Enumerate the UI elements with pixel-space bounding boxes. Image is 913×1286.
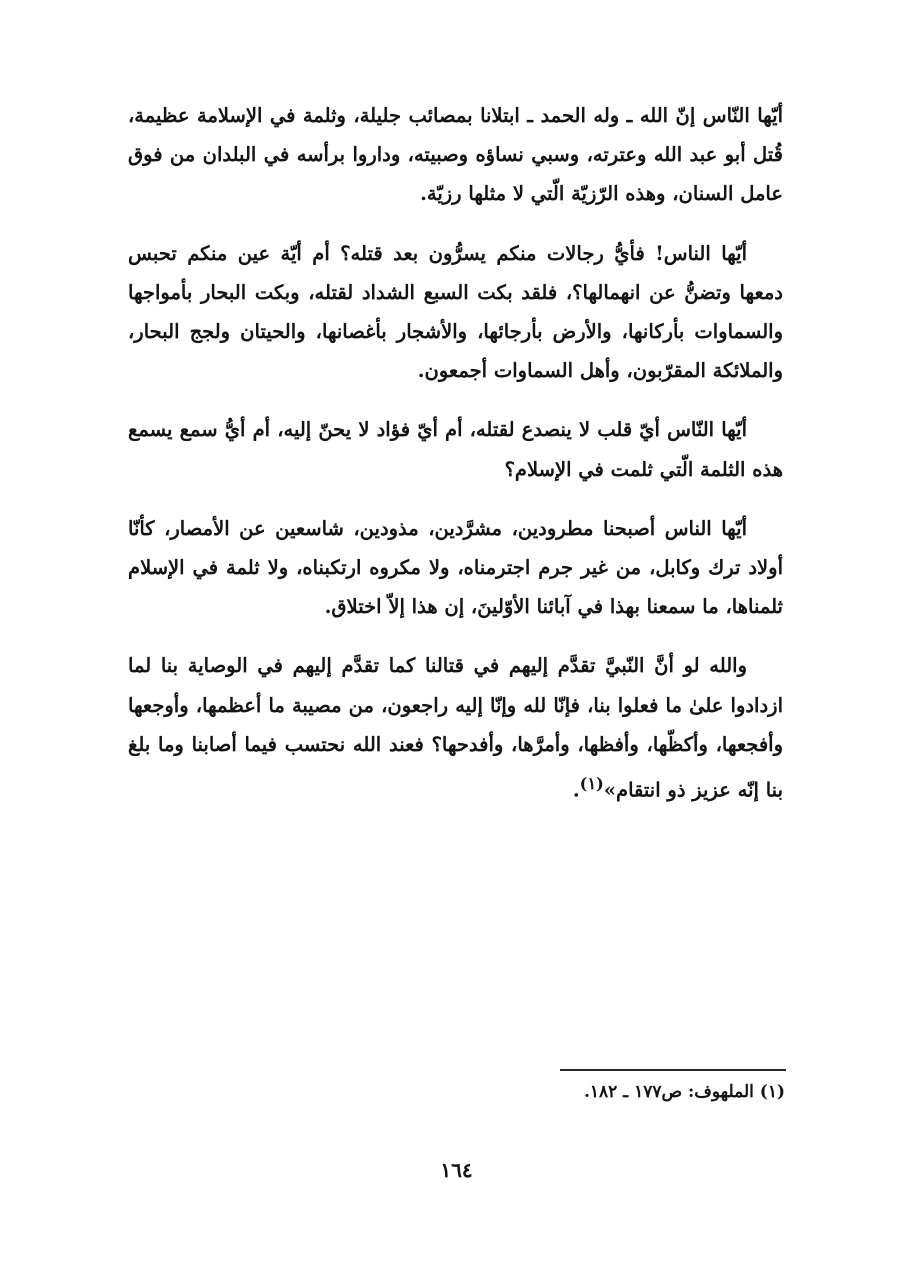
body-text (128, 96, 783, 830)
footnote: (١) الملهوف: ص١٧٧ ـ ١٨٢. (583, 1082, 785, 1102)
paragraph-2: أيّها الناس! فأيُّ رجالات منكم يسرُّون بعد قتله؟ أم أيّة عين منكم تحبس دمعها وتضنُّ عن انهمالها؟، فلقد بكت السبع الشداد لقتله، وبكت البحار بأمواجها والسماوات بأركانها، والأرض بأرجائها، والأشجار بأغصانها، والحيتان ولجج البحار، والملائكة المقرّبون، وأهل السماوات أجمعون. (128, 241, 783, 383)
paragraph-5-text: والله لو أنَّ النّبيَّ تقدَّم إليهم في قتالنا كما تقدَّم إليهم في الوصاية بنا لما ازدادوا علىٰ ما فعلوا بنا، فإنّا لله وإنّا إليه راجعون، من مصيبة ما أعظمها، وأوجعها وأفجعها، وأكظّها، وأفظها، وأمرَّها، وأفدحها؟ فعند الله نحتسب فيما أصابنا وما بلغ بنا إنّه عزيز ذو انتقام» (128, 654, 783, 802)
paragraph-4: أيّها الناس أصبحنا مطرودين، مشرَّدين، مذودين، شاسعين عن الأمصار، كأنّا أولاد ترك وكابل، من غير جرم اجترمناه، ولا مكروه ارتكبناه، ولا ثلمة في الإسلام ثلمناها، ما سمعنا بهذا في آبائنا الأوّلينَ، إن هذا إلاّ اختلاق. (128, 516, 783, 619)
paragraph-1: أيّها النّاس إنّ الله ـ وله الحمد ـ ابتلانا بمصائب جليلة، وثلمة في الإسلامة عظيمة، قُتل أبو عبد الله وعترته، وسبي نساؤه وصبيته، وداروا برأسه في البلدان من فوق عامل السنان، وهذه الرّزيّة الّتي لا مثلها رزيّة. (128, 104, 783, 206)
footnote-divider (560, 1069, 786, 1071)
paragraph-3: أيّها النّاس أيّ قلب لا ينصدع لقتله، أم أيّ فؤاد لا يحنّ إليه، أم أيُّ سمع يسمع هذه الثلمة الّتي ثلمت في الإسلام؟ (128, 418, 783, 481)
page-number: ١٦٤ (440, 1158, 473, 1182)
closing-mark: . (572, 778, 580, 802)
paragraph-5 (128, 646, 783, 809)
footnote-reference: (١) (579, 774, 604, 794)
